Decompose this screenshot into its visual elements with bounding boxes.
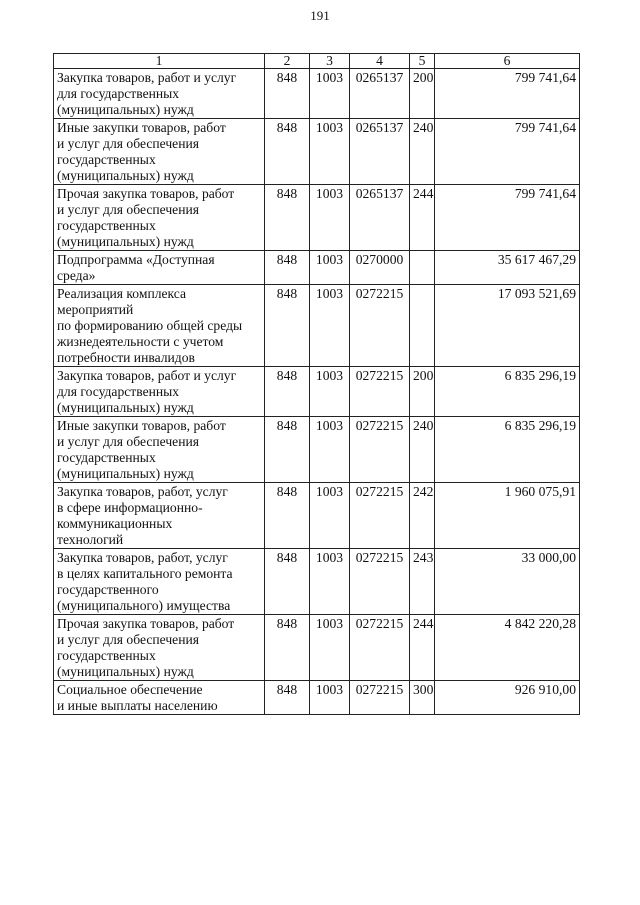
row-name: Социальное обеспечение и иные выплаты населению (54, 681, 265, 715)
row-admin-code: 848 (265, 681, 310, 715)
row-expense-type: 244 (410, 185, 435, 251)
row-target-code: 0272215 (350, 549, 410, 615)
row-amount: 4 842 220,28 (435, 615, 580, 681)
row-name: Реализация комплекса мероприятий по формированию общей среды жизнедеятельности с учетом потребности инвалидов (54, 285, 265, 367)
row-section-code: 1003 (310, 69, 350, 119)
row-section-code: 1003 (310, 119, 350, 185)
row-target-code: 0272215 (350, 285, 410, 367)
row-expense-type: 240 (410, 417, 435, 483)
row-admin-code: 848 (265, 285, 310, 367)
row-expense-type (410, 251, 435, 285)
row-target-code: 0270000 (350, 251, 410, 285)
row-admin-code: 848 (265, 185, 310, 251)
row-name: Закупка товаров, работ и услуг для государственных (муниципальных) нужд (54, 69, 265, 119)
column-header-6: 6 (435, 54, 580, 69)
row-amount: 799 741,64 (435, 69, 580, 119)
row-expense-type: 200 (410, 69, 435, 119)
row-section-code: 1003 (310, 285, 350, 367)
row-name: Подпрограмма «Доступная среда» (54, 251, 265, 285)
row-target-code: 0272215 (350, 615, 410, 681)
row-name: Прочая закупка товаров, работ и услуг для обеспечения государственных (муниципальных) нужд (54, 185, 265, 251)
column-header-3: 3 (310, 54, 350, 69)
row-amount: 33 000,00 (435, 549, 580, 615)
column-header-4: 4 (350, 54, 410, 69)
row-name: Прочая закупка товаров, работ и услуг для обеспечения государственных (муниципальных) нужд (54, 615, 265, 681)
row-target-code: 0272215 (350, 483, 410, 549)
row-expense-type: 240 (410, 119, 435, 185)
row-target-code: 0265137 (350, 69, 410, 119)
row-expense-type (410, 285, 435, 367)
row-admin-code: 848 (265, 367, 310, 417)
row-target-code: 0272215 (350, 417, 410, 483)
row-admin-code: 848 (265, 69, 310, 119)
row-expense-type: 300 (410, 681, 435, 715)
row-admin-code: 848 (265, 417, 310, 483)
row-section-code: 1003 (310, 185, 350, 251)
row-amount: 799 741,64 (435, 185, 580, 251)
row-admin-code: 848 (265, 483, 310, 549)
table-row (54, 367, 580, 417)
row-admin-code: 848 (265, 549, 310, 615)
row-name: Закупка товаров, работ, услуг в сфере информационно- коммуникационных технологий (54, 483, 265, 549)
table-row (54, 251, 580, 285)
row-amount: 1 960 075,91 (435, 483, 580, 549)
column-header-5: 5 (410, 54, 435, 69)
budget-table (53, 53, 580, 715)
column-header-2: 2 (265, 54, 310, 69)
table-row (54, 615, 580, 681)
row-expense-type: 243 (410, 549, 435, 615)
row-name: Закупка товаров, работ и услуг для государственных (муниципальных) нужд (54, 367, 265, 417)
table-row (54, 681, 580, 715)
table-row (54, 417, 580, 483)
row-section-code: 1003 (310, 615, 350, 681)
column-header-1: 1 (54, 54, 265, 69)
row-admin-code: 848 (265, 251, 310, 285)
row-target-code: 0265137 (350, 119, 410, 185)
table-row (54, 285, 580, 367)
row-amount: 6 835 296,19 (435, 417, 580, 483)
table-row (54, 119, 580, 185)
row-section-code: 1003 (310, 549, 350, 615)
row-target-code: 0272215 (350, 367, 410, 417)
row-section-code: 1003 (310, 251, 350, 285)
table-row (54, 483, 580, 549)
row-expense-type: 244 (410, 615, 435, 681)
row-section-code: 1003 (310, 681, 350, 715)
row-amount: 799 741,64 (435, 119, 580, 185)
table-row (54, 185, 580, 251)
row-expense-type: 200 (410, 367, 435, 417)
row-section-code: 1003 (310, 483, 350, 549)
header-row (54, 54, 580, 69)
row-target-code: 0265137 (350, 185, 410, 251)
row-name: Закупка товаров, работ, услуг в целях капитального ремонта государственного (муниципального) имущества (54, 549, 265, 615)
row-amount: 17 093 521,69 (435, 285, 580, 367)
row-admin-code: 848 (265, 119, 310, 185)
table-row (54, 69, 580, 119)
table-row (54, 549, 580, 615)
row-name: Иные закупки товаров, работ и услуг для обеспечения государственных (муниципальных) нужд (54, 417, 265, 483)
row-amount: 6 835 296,19 (435, 367, 580, 417)
row-name: Иные закупки товаров, работ и услуг для обеспечения государственных (муниципальных) нужд (54, 119, 265, 185)
row-section-code: 1003 (310, 367, 350, 417)
row-expense-type: 242 (410, 483, 435, 549)
row-target-code: 0272215 (350, 681, 410, 715)
row-amount: 35 617 467,29 (435, 251, 580, 285)
row-amount: 926 910,00 (435, 681, 580, 715)
row-section-code: 1003 (310, 417, 350, 483)
page-number: 191 (310, 8, 330, 23)
row-admin-code: 848 (265, 615, 310, 681)
